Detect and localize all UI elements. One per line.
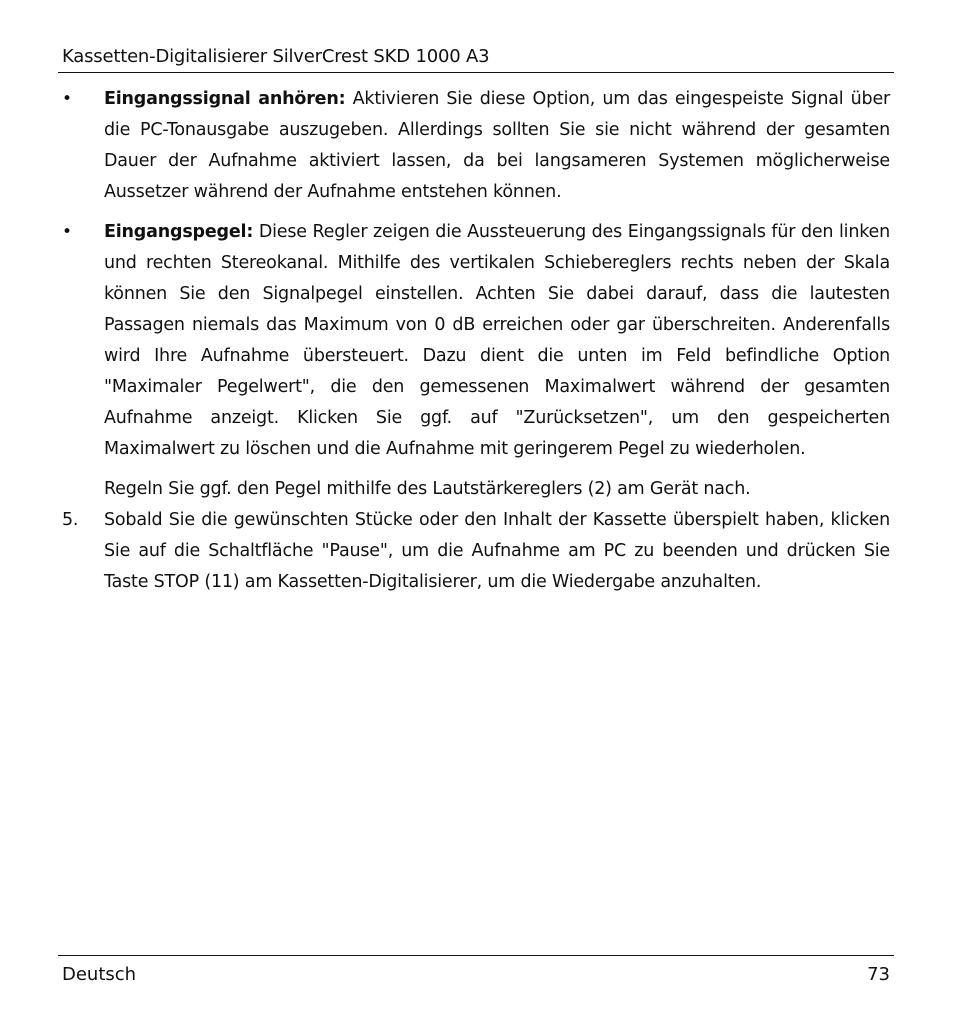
step-text: Sobald Sie die gewünschten Stücke oder den Inhalt der Kassette überspielt haben, klicken Sie auf die Schaltfläche "Pause", um die Aufnahme am PC zu beenden und drücken Sie Taste STOP (11) am Kassetten-Digitalisierer, um die Wiedergabe anzuhalten.	[104, 510, 890, 592]
page-header-title: Kassetten-Digitalisierer SilverCrest SKD 1000 A3	[62, 46, 490, 67]
footer-language: Deutsch	[62, 964, 137, 985]
bullet-item-input-monitoring	[62, 84, 890, 208]
numbered-step-5	[62, 505, 890, 598]
step-number: 5.	[62, 510, 79, 530]
bullet-text: Aktivieren Sie diese Option, um das eingespeiste Signal über die PC-Tonausgabe auszugeben. Allerdings sollten Sie sie nicht während der gesamten Dauer der Aufnahme aktiviert lassen, da bei langsameren Systemen möglicherweise Aussetzer während der Aufnahme entstehen können.	[104, 89, 891, 202]
bullet-text: Diese Regler zeigen die Aussteuerung des Eingangssignals für den linken und rechten Stereokanal. Mithilfe des vertikalen Schiebereglers rechts neben der Skala können Sie den Signalpegel einstellen. Achten Sie dabei darauf, dass die lautesten Passagen niemals das Maximum von 0 dB erreichen oder gar überschreiten. Anderenfalls wird Ihre Aufnahme übersteuert. Dazu dient die unten im Feld befindliche Option "Maximaler Pegelwert", die den gemessenen Maximalwert während der gesamten Aufnahme anzeigt. Klicken Sie ggf. auf "Zurücksetzen", um den gespeicherten Maximalwert zu löschen und die Aufnahme mit geringerem Pegel zu wiederholen.	[104, 222, 890, 459]
bullet-term: Eingangssignal anhören:	[104, 89, 346, 109]
page-body	[62, 84, 890, 598]
bullet-marker: •	[62, 222, 72, 242]
bullet-marker: •	[62, 89, 72, 109]
footer-divider	[58, 955, 894, 956]
page-number: 73	[867, 964, 890, 985]
bullet-term: Eingangspegel:	[104, 222, 254, 242]
header-divider	[58, 72, 894, 73]
level-note-paragraph: Regeln Sie ggf. den Pegel mithilfe des Lautstärkereglers (2) am Gerät nach.	[104, 479, 751, 499]
bullet-item-input-level	[62, 217, 890, 465]
